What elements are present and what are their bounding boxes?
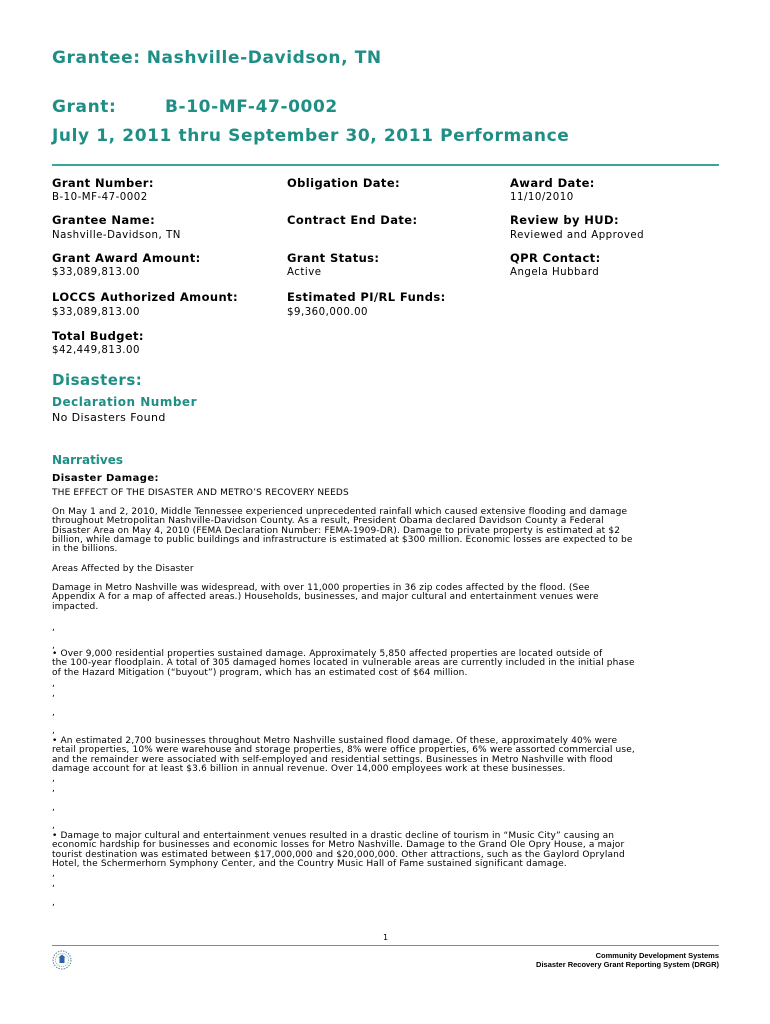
grantee-heading — [52, 48, 382, 68]
no-disasters-text: No Disasters Found — [52, 411, 166, 424]
total-budget-label: Total Budget: — [52, 329, 144, 343]
contract-end-date-label: Contract End Date: — [287, 213, 418, 227]
narrative-paragraph-flooding: On May 1 and 2, 2010, Middle Tennessee experienced unprecedented rainfall which caused extensive flooding and damage throughout Metropolitan Nashville-Davidson County. As a result, President Obama declared Davidson County a Federal Disaster Area on May 4, 2010 (FEMA Declaration Number: FEMA-1909-DR). Damage to private property is estimated at $2 billion, while damage to public buildings and infrastructure is estimated at $300 million. Economic losses are expected to be in the billions. — [52, 507, 633, 555]
review-by-hud-label: Review by HUD: — [510, 213, 619, 227]
grant-award-amount-label: Grant Award Amount: — [52, 251, 201, 265]
separator-mark: , — [52, 689, 55, 699]
separator-mark: , — [52, 869, 55, 879]
award-date-label: Award Date: — [510, 176, 595, 190]
separator-mark: , — [52, 784, 55, 794]
loccs-authorized-amount-label: LOCCS Authorized Amount: — [52, 290, 238, 304]
bullet-cultural-venues: • Damage to major cultural and entertainment venues resulted in a drastic decline of tourism in “Music City” causing an economic hardship for businesses and economic losses for Metro Nashville. Damage to the Grand Ole Opry House, a major tourist destination was estimated between $17,000,000 and $20,000,000. Other attractions, such as the Gaylord Opryland Hotel, the Schermerhorn Symphony Center, and the Country Music Hall of Fame sustained significant damage. — [52, 831, 625, 869]
separator-mark: , — [52, 679, 55, 689]
effect-heading: THE EFFECT OF THE DISASTER AND METRO’S RECOVERY NEEDS — [52, 488, 349, 498]
footer-system-name: Community Development Systems — [595, 951, 719, 960]
grantee-name-value: Nashville-Davidson, TN — [52, 230, 181, 241]
grantee-name-label: Grantee Name: — [52, 213, 156, 227]
areas-affected-heading: Areas Affected by the Disaster — [52, 564, 194, 574]
narrative-paragraph-damage: Damage in Metro Nashville was widespread, with over 11,000 properties in 36 zip codes affected by the flood. (See Appendix A for a map of affected areas.) Households, businesses, and major cultural and entertainment venues were impacted. — [52, 583, 599, 612]
bullet-residential: • Over 9,000 residential properties sustained damage. Approximately 5,850 affected properties are located outside of the 100-year floodplain. A total of 305 damaged homes located in vulnerable areas are currently included in the initial phase of the Hazard Mitigation (“buyout”) program, which has an estimated cost of $64 million. — [52, 649, 635, 678]
performance-period-heading: July 1, 2011 thru September 30, 2011 Performance — [52, 126, 570, 146]
header-divider — [52, 164, 719, 166]
estimated-pi-rl-funds-value: $9,360,000.00 — [287, 307, 369, 318]
separator-mark: , — [52, 803, 55, 813]
hud-seal-icon — [52, 950, 72, 970]
grant-status-label: Grant Status: — [287, 251, 380, 265]
total-budget-value: $42,449,813.00 — [52, 345, 141, 356]
separator-mark: , — [52, 623, 55, 633]
bullet-businesses: • An estimated 2,700 businesses throughout Metro Nashville sustained flood damage. Of these, approximately 40% were retail properties, 10% were warehouse and storage properties, 8% were office properties, 6% were assorted commercial use, and the remainder were associated with self-employed and residential settings. Businesses in Metro Nashville with flood damage account for at least $3.6 billion in annual revenue. Over 14,000 employees work at these businesses. — [52, 736, 635, 774]
disaster-damage-label: Disaster Damage: — [52, 473, 159, 484]
separator-mark: , — [52, 726, 55, 736]
declaration-number-heading: Declaration Number — [52, 395, 197, 409]
separator-mark: , — [52, 821, 55, 831]
loccs-authorized-amount-value: $33,089,813.00 — [52, 307, 141, 318]
grant-award-amount-value: $33,089,813.00 — [52, 267, 141, 278]
page-number: 1 — [382, 933, 389, 942]
disasters-heading: Disasters: — [52, 371, 143, 389]
qpr-contact-value: Angela Hubbard — [510, 267, 600, 278]
obligation-date-label: Obligation Date: — [287, 176, 401, 190]
grant-heading-value: B-10-MF-47-0002 — [165, 97, 338, 117]
footer-drgr-name: Disaster Recovery Grant Reporting System (DRGR) — [536, 960, 719, 969]
separator-mark: , — [52, 774, 55, 784]
footer-divider — [52, 945, 719, 946]
grant-heading — [52, 97, 338, 117]
award-date-value: 11/10/2010 — [510, 192, 574, 203]
grant-status-value: Active — [287, 267, 322, 278]
separator-mark: , — [52, 879, 55, 889]
narratives-heading: Narratives — [52, 453, 124, 467]
separator-mark: , — [52, 898, 55, 908]
review-by-hud-value: Reviewed and Approved — [510, 230, 645, 241]
separator-mark: , — [52, 708, 55, 718]
grantee-heading-value: Nashville-Davidson, TN — [146, 48, 382, 68]
qpr-contact-label: QPR Contact: — [510, 251, 601, 265]
estimated-pi-rl-funds-label: Estimated PI/RL Funds: — [287, 290, 446, 304]
grant-heading-label: Grant: — [52, 97, 117, 117]
separator-mark: , — [52, 641, 55, 651]
grantee-heading-label: Grantee: — [52, 48, 141, 68]
grant-number-label: Grant Number: — [52, 176, 154, 190]
grant-number-value: B-10-MF-47-0002 — [52, 192, 148, 203]
